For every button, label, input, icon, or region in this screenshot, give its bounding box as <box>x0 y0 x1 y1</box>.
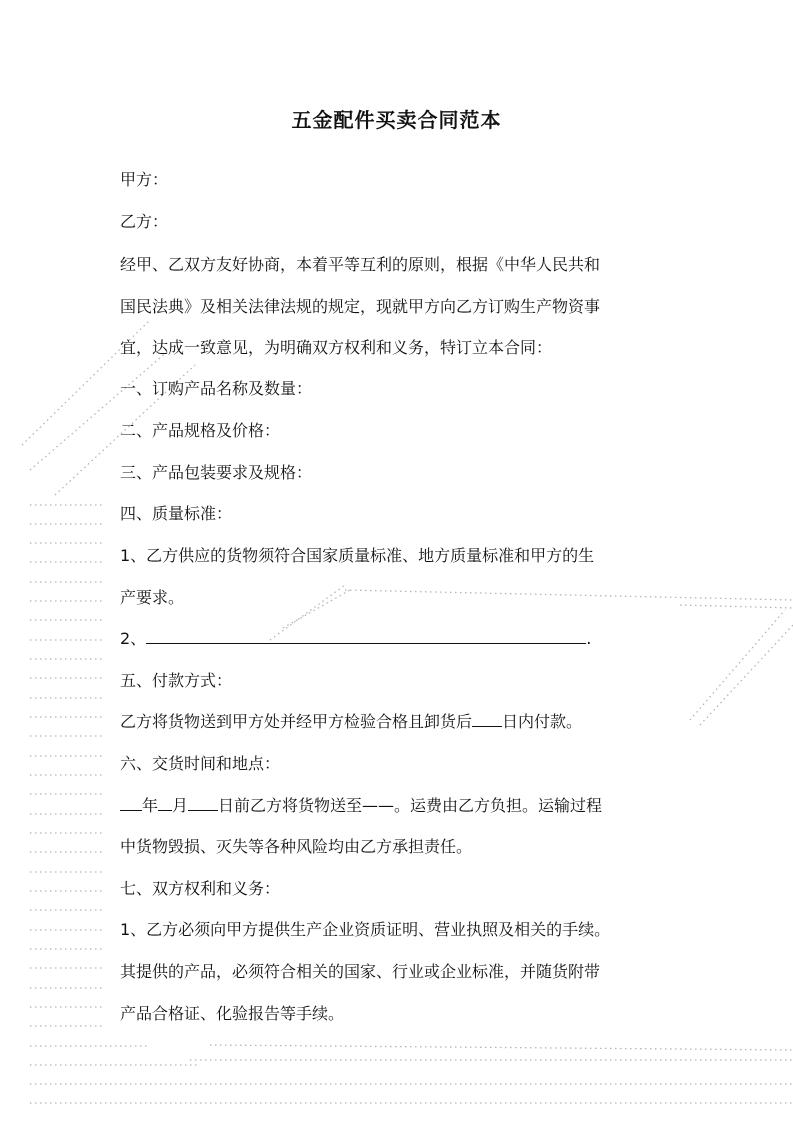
delivery-line-1 <box>120 796 680 816</box>
section-4-heading: 四、质量标准： <box>120 504 233 523</box>
delivery-month-label: 月 <box>172 796 189 815</box>
quality-item-2-blank <box>146 629 586 644</box>
section-5-heading: 五、付款方式： <box>120 671 233 690</box>
party-b-line: 乙方： <box>120 212 169 231</box>
delivery-rest: 日前乙方将货物送至——。运费由乙方负担。运输过程 <box>218 796 603 815</box>
quality-item-2 <box>120 629 680 649</box>
payment-text-b: 日内付款。 <box>502 712 583 731</box>
section-3-heading: 三、产品包装要求及规格： <box>120 463 313 482</box>
rights-item-1-line-2: 其提供的产品，必须符合相关的国家、行业或企业标准，并随货附带 <box>120 962 601 981</box>
delivery-day-blank <box>188 796 218 811</box>
payment-text-a: 乙方将货物送到甲方处并经甲方检验合格且卸货后 <box>120 712 473 731</box>
section-1-heading: 一、订购产品名称及数量： <box>120 379 313 398</box>
intro-line-1: 经甲、乙双方友好协商，本着平等互利的原则，根据《中华人民共和 <box>120 255 601 274</box>
section-7-heading: 七、双方权利和义务： <box>120 879 281 898</box>
payment-days-blank <box>472 712 502 727</box>
intro-line-2: 国民法典》及相关法律法规的规定，现就甲方向乙方订购生产物资事 <box>120 297 601 316</box>
section-6-heading: 六、交货时间和地点： <box>120 754 281 773</box>
contract-title: 五金配件买卖合同范本 <box>291 108 502 132</box>
quality-item-1-line-1: 1、乙方供应的货物须符合国家质量标准、地方质量标准和甲方的生 <box>120 546 595 565</box>
rights-item-1-line-3: 产品合格证、化验报告等手续。 <box>120 1004 345 1023</box>
section-2-heading: 二、产品规格及价格： <box>120 421 281 440</box>
quality-item-2-suffix: . <box>586 629 592 648</box>
delivery-year-blank <box>120 796 142 811</box>
quality-item-2-prefix: 2、 <box>120 629 147 648</box>
rights-item-1-line-1: 1、乙方必须向甲方提供生产企业资质证明、营业执照及相关的手续。 <box>120 920 611 939</box>
delivery-year-label: 年 <box>142 796 159 815</box>
quality-item-1-line-2: 产要求。 <box>120 588 185 607</box>
party-a-line: 甲方： <box>120 170 169 189</box>
payment-line <box>120 712 680 732</box>
delivery-line-2: 中货物毁损、灭失等各种风险均由乙方承担责任。 <box>120 837 473 856</box>
intro-line-3: 宜，达成一致意见，为明确双方权利和义务，特订立本合同： <box>120 338 553 357</box>
delivery-month-blank <box>158 796 172 811</box>
